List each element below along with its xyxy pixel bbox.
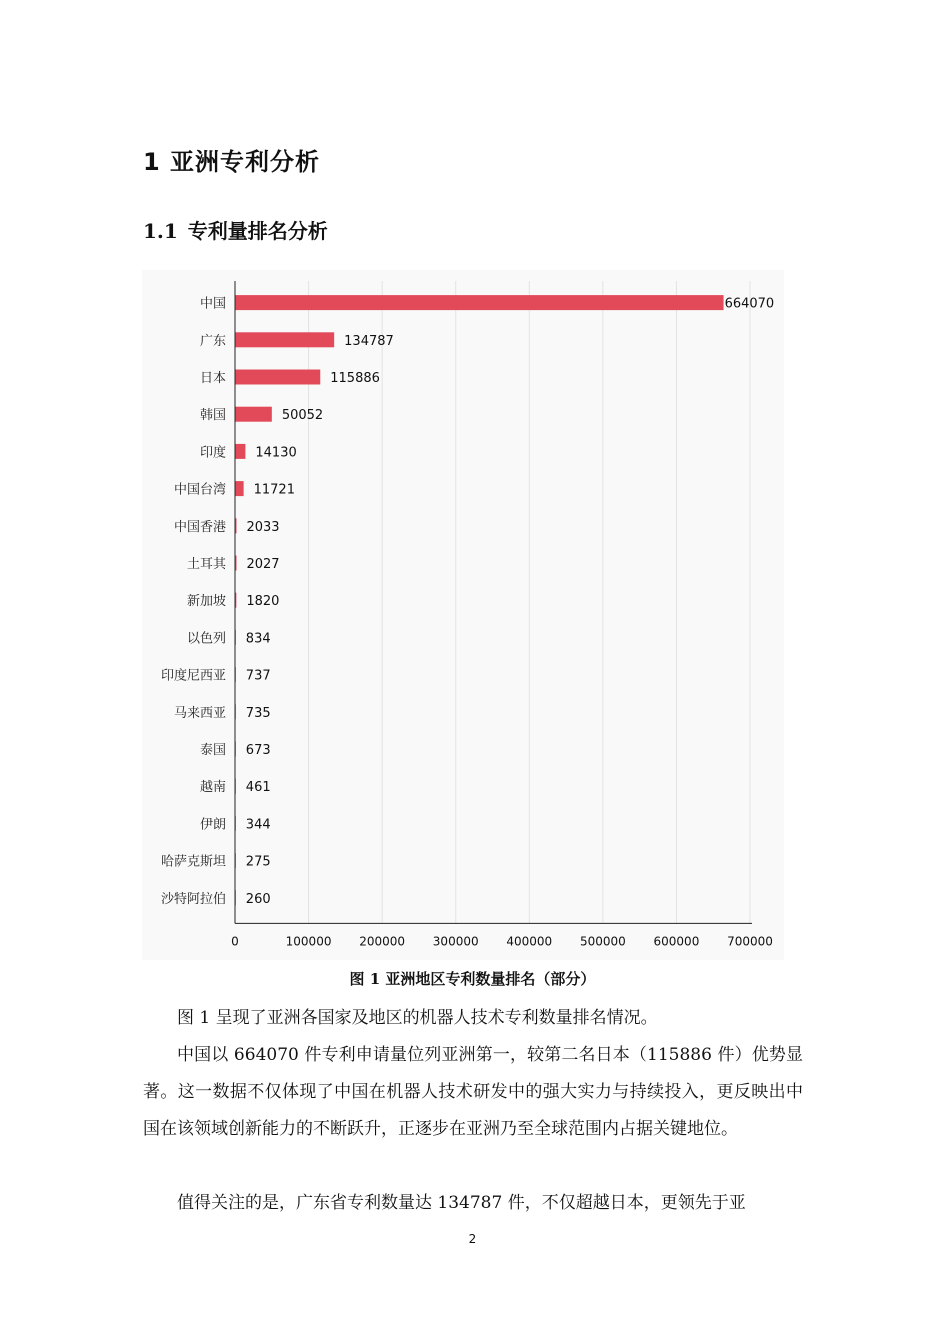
bar-4 [235,444,245,459]
subsection-number: 1.1 [143,219,178,243]
category-label: 韩国 [199,408,226,424]
section-heading: 1 亚洲专利分析 [143,148,321,176]
subsection-heading [143,215,328,244]
category-label: 哈萨克斯坦 [160,854,226,870]
x-tick-label: 400000 [506,934,553,949]
value-label: 1820 [246,594,280,610]
value-label: 2027 [246,557,280,572]
value-label: 115886 [330,371,380,386]
category-label: 土耳其 [186,557,226,572]
x-tick-label: 600000 [653,934,700,949]
value-label: 737 [245,668,271,684]
category-label: 马来西亚 [173,705,226,721]
value-label: 673 [245,743,271,758]
bar-0 [235,295,724,310]
subsection-title: 专利量排名分析 [187,219,328,243]
category-label: 越南 [199,780,226,796]
category-label: 中国香港 [173,519,226,535]
category-label: 广东 [199,333,226,349]
category-label: 日本 [199,371,226,386]
value-label: 14130 [255,445,297,461]
value-label: 834 [245,631,271,647]
x-tick-label: 700000 [727,934,773,949]
value-label: 260 [245,891,271,907]
x-tick-label: 0 [231,934,239,949]
bar-3 [235,407,272,422]
paragraph: 图 1 呈现了亚洲各国家及地区的机器人技术专利数量排名情况。 [177,1008,658,1028]
paragraph: 值得关注的是，广东省专利数量达 134787 件，不仅超越日本，更领先于亚 [177,1193,746,1213]
category-label: 印度尼西亚 [160,668,226,684]
category-label: 伊朗 [199,817,226,833]
bar-1 [235,332,334,347]
value-label: 735 [245,705,271,721]
value-label: 344 [245,817,271,833]
value-label: 11721 [253,482,295,498]
value-label: 664070 [724,296,775,312]
figure-caption: 图 1 亚洲地区专利数量排名（部分） [349,970,596,988]
category-label: 以色列 [186,631,226,647]
x-tick-label: 300000 [432,934,479,949]
category-label: 沙特阿拉伯 [160,891,226,907]
category-label: 印度 [199,445,226,461]
patent-ranking-bar-chart [142,270,784,960]
category-label: 新加坡 [186,594,226,610]
category-label: 中国台湾 [173,482,226,498]
paragraph: 中国以 664070 件专利申请量位列亚洲第一，较第二名日本（115886 件）优势显著。这一数据不仅体现了中国在机器人技术研发中的强大实力与持续投入，更反映出中国在该领域创新能力的不断跃升，正逐步在亚洲乃至全球范围内占据关键地位。 [143,1045,803,1139]
x-tick-label: 200000 [359,934,406,949]
value-label: 275 [245,854,271,870]
x-tick-label: 500000 [579,934,626,949]
category-label: 中国 [199,296,226,312]
category-label: 泰国 [199,743,226,758]
value-label: 461 [245,780,271,796]
page-number: 2 [468,1232,477,1246]
value-label: 50052 [281,408,324,424]
bar-2 [235,370,320,385]
value-label: 134787 [344,333,394,349]
x-tick-label: 100000 [285,934,332,949]
bar-5 [235,481,244,496]
value-label: 2033 [246,519,280,535]
